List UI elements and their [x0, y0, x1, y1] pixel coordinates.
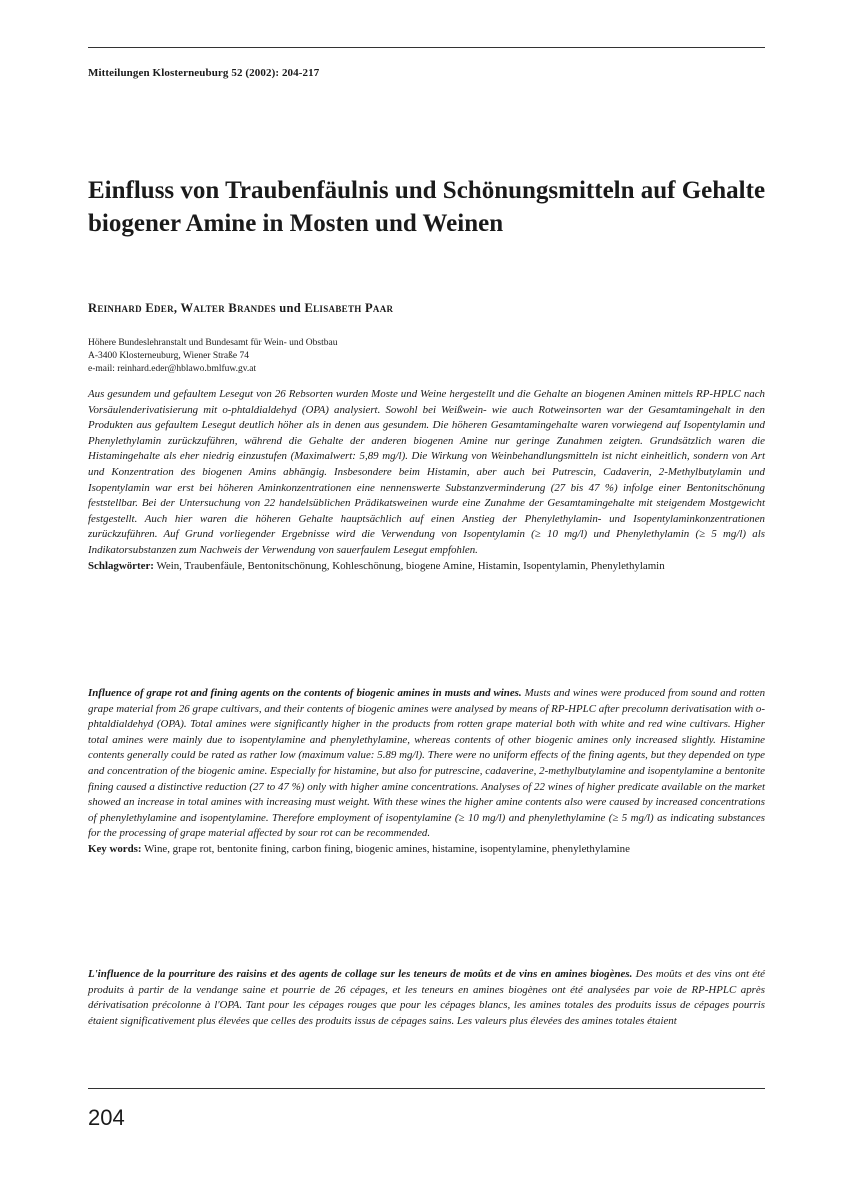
affiliation — [88, 337, 337, 376]
affiliation-email[interactable]: e-mail: reinhard.eder@hblawo.bmlfuw.gv.at — [88, 364, 257, 374]
affiliation-address: A-3400 Klosterneuburg, Wiener Straße 74 — [88, 351, 249, 361]
authors-last: Elisabeth Paar — [304, 301, 394, 315]
abstract-french-text: Des moûts et des vins ont été produits à partir de la vendange saine et pourrie de 26 cépages, et les teneurs en amines biogènes ont été analysées par voie de RP-HPLC après dérivatisation précolonne à l'OPA. Tant pour les cépages rouges que pour les cépages blancs, les amines totales des produits issus de cépages pourris étaient significativement plus élevées que celles des produits issus de cépages sains. Les valeurs plus élevées des amines totales étaient — [88, 968, 765, 1027]
abstract-french — [88, 967, 765, 1029]
abstract-french-body — [88, 967, 765, 1029]
keywords-english — [88, 842, 765, 858]
abstract-english-text: Musts and wines were produced from sound and rotten grape material from 26 grape cultivars, and their contents of biogenic amines were analysed by means of RP-HPLC after precolumn derivatisation with o-phtaldialdehyd (OPA). Total amines were significantly higher in the products from rotten grape material both with white and red wine cultivars. Higher total amines were mainly due to isopentylamine and phenylethylamine, whereas contents of other biogenic amines only increased slightly. Histamine contents generally could be rated as rather low (maximum value: 5.89 mg/l). There were no uniform effects of the fining agents, but they depended on type and concentration of the biogenic amine. Especially for histamine, but also for putrescine, cadaverine, 2-methylbutylamine and isopentylamine a bentonite fining caused a distinctive reduction (27 to 47 %) only with higher amine concentrations. Analyses of 22 wines of higher predicate available on the market showed an increase in total amines with increasing must weight. With these wines the higher amine contents also were caused by increased concentrations of phenylethylamine and isopentylamine. Therefore employment of isopentylamine (≥ 10 mg/l) and phenylethylamine (≥ 5 mg/l) as indicating substances for the processing of grape material affected by sour rot can be recommended. — [88, 687, 766, 840]
abstract-english-body — [88, 686, 765, 842]
keywords-german — [88, 559, 765, 575]
author-list — [88, 301, 393, 316]
page-number: 204 — [88, 1105, 125, 1130]
keywords-english-label: Key words: — [88, 842, 142, 855]
keywords-german-label: Schlagwörter: — [88, 559, 154, 572]
article-title: Einfluss von Traubenfäulnis und Schönungsmitteln auf Gehalte biogener Amine in Mosten und Weinen — [88, 177, 766, 237]
abstract-french-title: L'influence de la pourriture des raisins et des agents de collage sur les teneurs de moûts et de vins en amines biogènes. — [88, 968, 633, 980]
top-rule — [88, 47, 765, 48]
bottom-rule — [88, 1088, 765, 1089]
abstract-english — [88, 686, 765, 858]
journal-reference: Mitteilungen Klosterneuburg 52 (2002): 204-217 — [88, 67, 320, 79]
keywords-german-list: Wein, Traubenfäule, Bentonitschönung, Kohleschönung, biogene Amine, Histamin, Isopentylamin, Phenylethylamin — [153, 559, 665, 572]
abstract-german-text: Aus gesundem und gefaultem Lesegut von 26 Rebsorten wurden Moste und Weine hergestellt und die Gehalte an biogenen Aminen mittels RP-HPLC nach Vorsäulenderivatisierung mit o-phtaldialdehyd (OPA) analysiert. Sowohl bei Weißwein- wie auch Rotweinsorten war der Gesamtamingehalt in den Produkten aus gefaultem Lesegut deutlich höher als in denen aus gesundem. Die höheren Gesamtamingehalte waren vorwiegend auf Isopentylamin und Phenylethylamin zurückzuführen, während die Gehalte der anderen biogenen Amine nur geringe Zunahmen zeigten. Grundsätzlich waren die Histamingehalte als eher niedrig einzustufen (Maximalwert: 5,89 mg/l). Die Wirkung von Weinbehandlungsmitteln ist nicht einheitlich, sondern von Art und Konzentration des biogenen Amins abhängig. Insbesondere beim Histamin, aber auch bei Putrescin, Cadaverin, 2-Methylbutylamin und Isopentylamin war erst bei höheren Aminkonzentrationen eine nennenswerte Substanzverminderung (27 bis 47 %) infolge einer Bentonitschönung feststellbar. Bei der Untersuchung von 22 handelsüblichen Prädikatsweinen wurde eine Zunahme der Gesamtamingehalte mit steigendem Mostgewicht festgestellt. Auch hier waren die höheren Gehalte hauptsächlich auf einen Anstieg der Phenylethylamin- und Isopentylaminkonzentrationen zurückzuführen. Auf Grund vorliegender Ergebnisse wird die Verwendung von Isopentylamin (≥ 10 mg/l) und Phenylethylamin (≥ 5 mg/l) als Indikatorsubstanzen zum Nachweis der Verwendung von sauerfaulem Lesegut empfohlen. — [88, 388, 765, 556]
abstract-german — [88, 387, 765, 574]
authors-first: Reinhard Eder, Walter Brandes — [88, 301, 276, 315]
abstract-english-title: Influence of grape rot and fining agents on the contents of biogenic amines in musts and wines. — [88, 687, 522, 699]
affiliation-institute: Höhere Bundeslehranstalt und Bundesamt für Wein- und Obstbau — [88, 338, 338, 348]
keywords-english-list: Wine, grape rot, bentonite fining, carbon fining, biogenic amines, histamine, isopentylamine, phenylethylamine — [141, 842, 630, 855]
authors-conjunction: und — [275, 301, 305, 315]
